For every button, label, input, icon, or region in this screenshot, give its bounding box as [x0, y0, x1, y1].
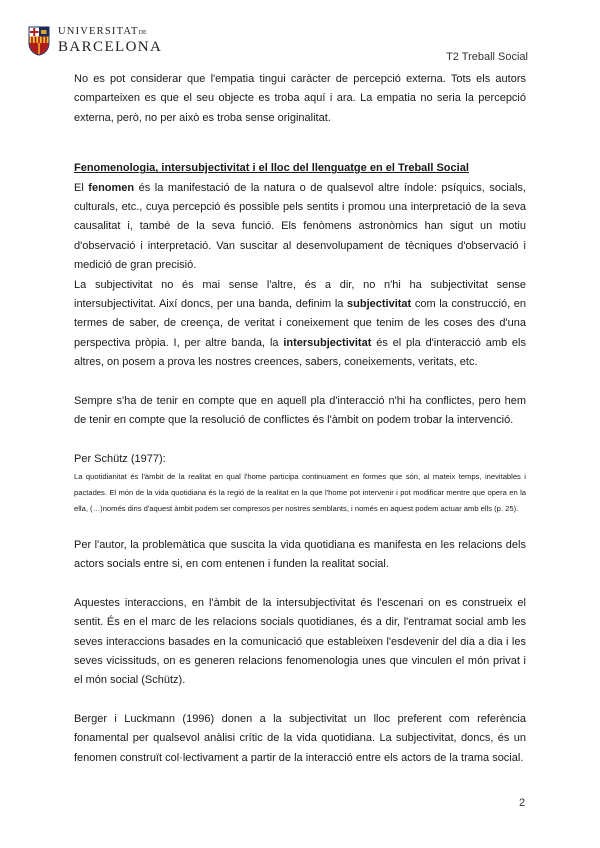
- university-name-part1: UNIVERSITAT: [58, 26, 139, 38]
- term-fenomen: fenomen: [88, 181, 135, 194]
- university-name-part2: BARCELONA: [58, 38, 163, 55]
- university-shield-icon: [28, 26, 50, 56]
- document-label: T2 Treball Social: [446, 51, 528, 63]
- university-name-de: DE: [138, 30, 147, 37]
- document-body: [74, 70, 526, 768]
- page-number: 2: [519, 797, 526, 809]
- section-heading: Fenomenologia, intersubjectivitat i el lloc del llenguatge en el Treball Social: [74, 162, 469, 175]
- university-logo: [28, 26, 162, 56]
- paragraph-phenomenon: El fenomen és la manifestació de la natura o de qualsevol altre índole: psíquics, socials, culturals, etc., cuya percepció és possible pels sentits i promou una interpretació de la seva causalitat i, també de la seva funció. Els fenòmens astronòmics han sigut un motiu d'observació i interpretació. Van suscitar al desenvolupament de tècniques d'observació i medició de gran precisió.: [74, 181, 526, 272]
- paragraph-berger-luckmann: Berger i Luckmann (1996) donen a la subjectivitat un lloc preferent com referència fonamental per qualsevol anàlisi crític de la vida quotidiana. La subjectivitat, doncs, és un fenomen construït col·lectivament a partir de la interacció entre els actors de la trama social.: [74, 712, 526, 764]
- paragraph-empathy: No es pot considerar que l'empatia tingui caràcter de percepció externa. Tots els autors comparteixen es que el seu objecte es troba aquí i ara. La empatia no seria la percepció externa, però, no per això es troba sense originalitat.: [74, 73, 526, 124]
- paragraph-subjectivity: La subjectivitat no és mai sense l'altre, és a dir, no n'hi ha subjectivitat sense intersubjectivitat. Així doncs, per una banda, definim la subjectivitat com la construcció, en termes de saber, de creença, de veritat i coneixement que tenim de les coses des d'una perspectiva pròpia. I, per altre banda, la intersubjectivitat és el pla d'interacció amb els altres, on posem a prova les nostres creences, sabers, coneixements, veritats, etc.: [74, 278, 526, 369]
- university-wordmark: [58, 27, 162, 55]
- paragraph-conflicts: Sempre s'ha de tenir en compte que en aquell pla d'interacció n'hi ha conflictes, pero hem de tenir en compte que la resolució de conflictes és l'àmbit on podem trobar la intervenció.: [74, 394, 526, 427]
- paragraph-author: Per l'autor, la problemàtica que suscita la vida quotidiana es manifesta en les relacions dels actors socials entre si, en com entenen i funden la realitat social.: [74, 538, 526, 571]
- term-subjectivitat: subjectivitat: [347, 298, 412, 311]
- paragraph-interactions: Aquestes interaccions, en l'àmbit de la intersubjectivitat és l'escenari on es construeix el sentit. És en el marc de les relacions socials quotidianes, és a dir, l'entramat social amb les seves interaccions basades en la comunicació que estableixen l'esdevenir del dia a dia i les seves vicissituds, on es generen relacions fenomenologia unes que vinculen el món privat i el món social (Schütz).: [74, 596, 526, 687]
- citation-intro: Per Schütz (1977):: [74, 452, 166, 465]
- block-quote: La quotidianitat és l'àmbit de la realitat en qual l'home participa continuament en formes que són, al mateix temps, inevitables i pactades. El món de la vida quotidiana és la regió de la realitat en la que l'home pot intervenir i pot modificar mentre que opera en la ella, (…)només dins d'aquest àmbit podem ser compresos per nostres semblants, i només en aquest podem actuar amb ells (p. 25).: [74, 471, 526, 513]
- term-intersubjectivitat: intersubjectivitat: [283, 336, 372, 349]
- university-wordmark-line1: [58, 27, 162, 38]
